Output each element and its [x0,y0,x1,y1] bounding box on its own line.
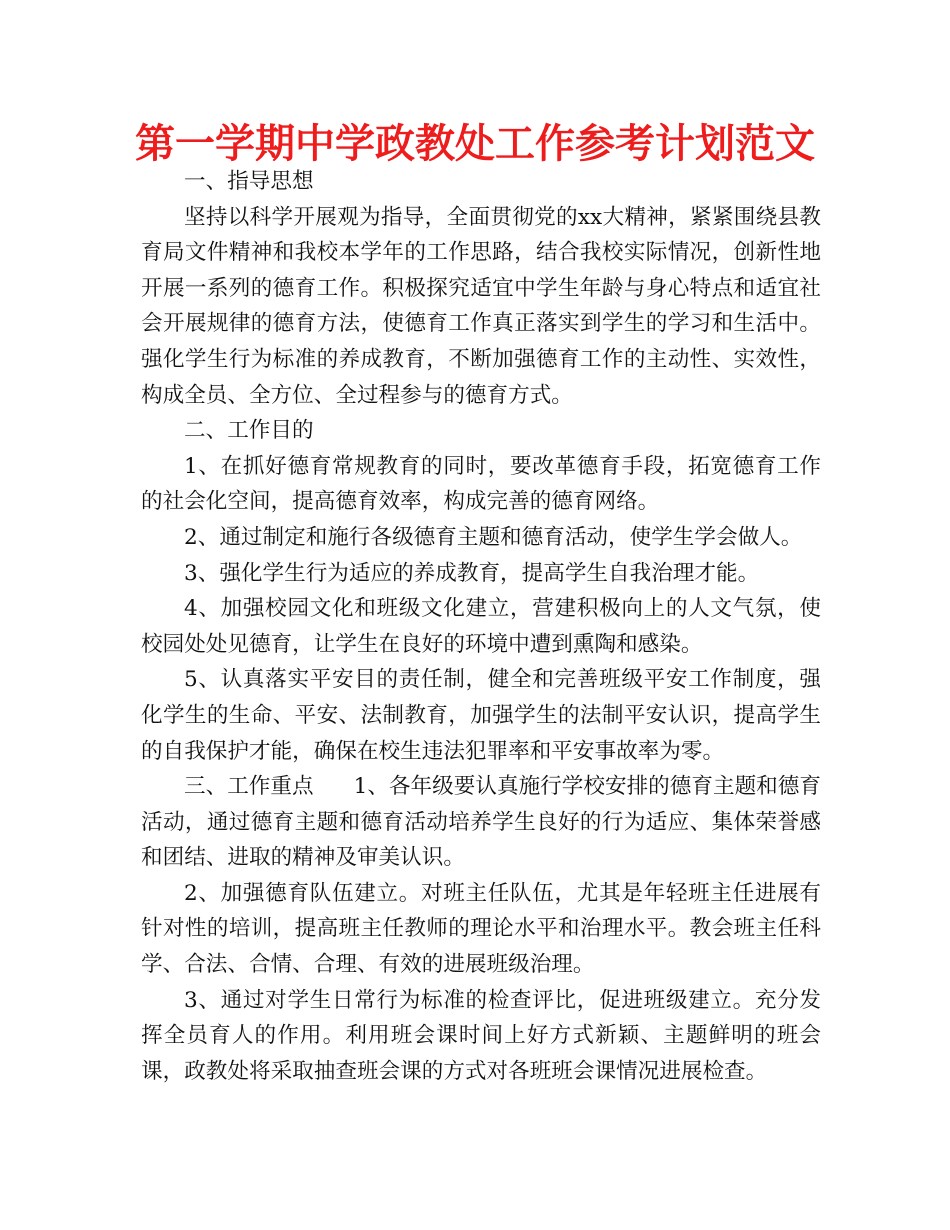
paragraph-key-point-1 [141,769,821,876]
paragraph-goal-4: 4、加强校园文化和班级文化建立，营建积极向上的人文气氛，使校园处处见德育，让学生在良好的环境中遭到熏陶和感染。 [141,596,821,657]
paragraph-goal-1: 1、在抓好德育常规教育的同时，要改革德育手段，拓宽德育工作的社会化空间，提高德育效率，构成完善的德育网络。 [141,453,821,515]
heading-work-goals: 二、工作目的 [184,418,314,444]
paragraph-key-point-2: 2、加强德育队伍建立。对班主任队伍，尤其是年轻班主任进展有针对性的培训，提高班主任教师的理论水平和治理水平。教会班主任科学、合法、合情、合理、有效的进展班级治理。 [141,880,821,978]
heading-work-focus: 三、工作重点 [184,774,314,800]
paragraph-goal-2: 2、通过制定和施行各级德育主题和德育活动，使学生学会做人。 [184,524,803,550]
key-point-1-text: 1、各年级要认真施行学校安排的德育主题和德育活动，通过德育主题和德育活动培养学生良好的行为适应、集体荣誉感和团结、进取的精神及审美认识。 [141,774,821,871]
heading-guiding-ideology: 一、指导思想 [184,169,314,194]
paragraph-guiding-ideology: 坚持以科学开展观为指导，全面贯彻党的xx大精神，紧紧围绕县教育局文件精神和我校本学年的工作思路，结合我校实际情况，创新性地开展一系列的德育工作。积极探究适宜中学生年龄与身心特点和适宜社会开展规律的德育方法，使德育工作真正落实到学生的学习和生活中。强化学生行为标准的养成教育，不断加强德育工作的主动性、实效性，构成全员、全方位、全过程参与的德育方式。 [141,204,821,408]
paragraph-key-point-3: 3、通过对学生日常行为标准的检查评比，促进班级建立。充分发挥全员育人的作用。利用班会课时间上好方式新颖、主题鲜明的班会课，政教处将采取抽查班会课的方式对各班班会课情况进展检查。 [141,987,821,1084]
document-title: 第一学期中学政教处工作参考计划范文 [135,121,815,167]
document-body [141,164,821,1089]
paragraph-goal-3: 3、强化学生行为适应的养成教育，提高学生自我治理才能。 [184,560,760,586]
paragraph-goal-5: 5、认真落实平安目的责任制，健全和完善班级平安工作制度，强化学生的生命、平安、法制教育，加强学生的法制平安认识，提高学生的自我保护才能，确保在校生违法犯罪率和平安事故率为零。 [141,667,821,764]
